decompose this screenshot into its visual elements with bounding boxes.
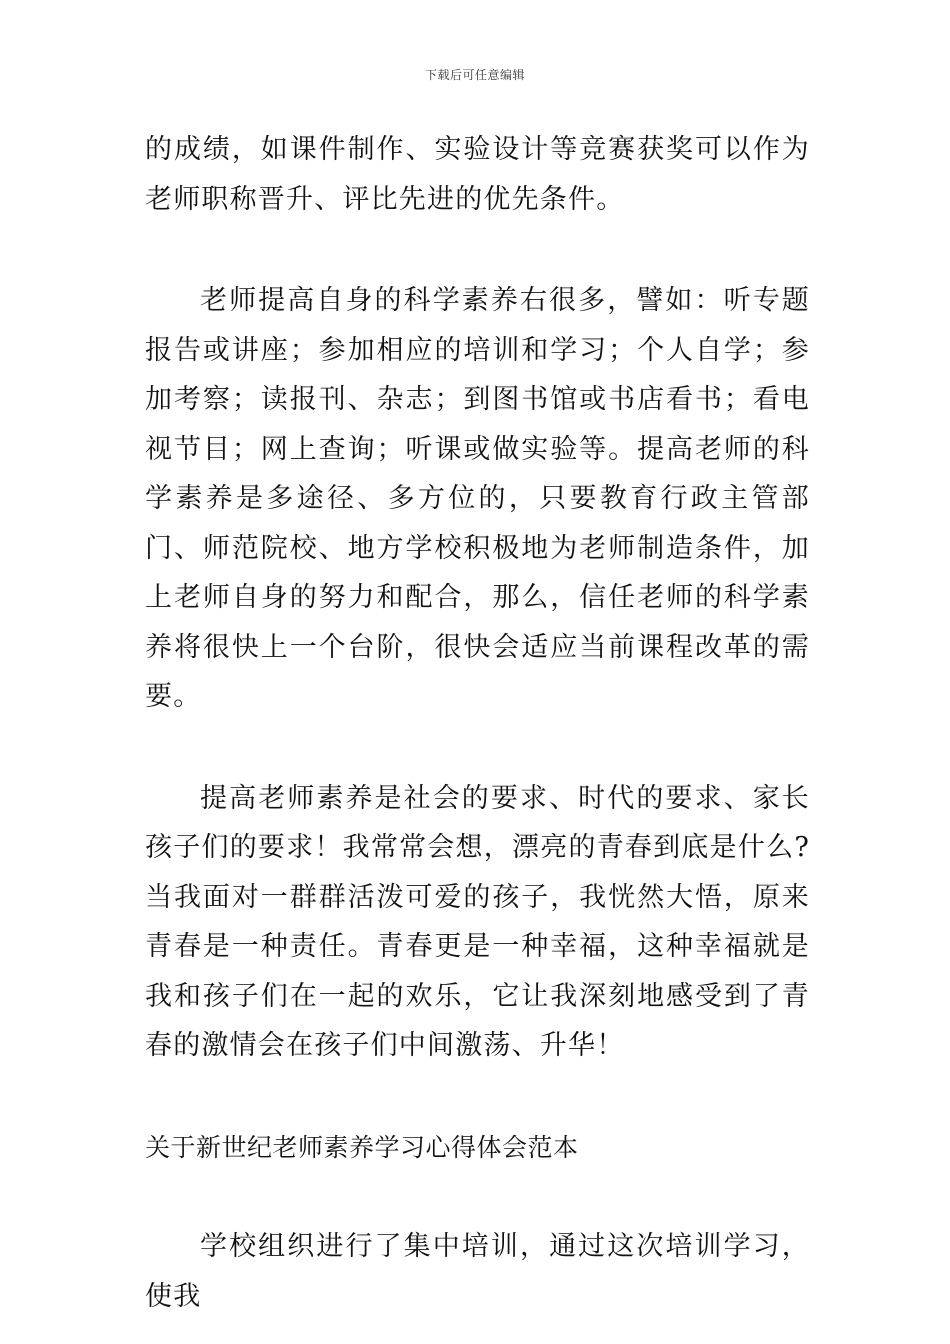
paragraph-teacher-quality: 提高老师素养是社会的要求、时代的要求、家长孩子们的要求！我常常会想，漂亮的青春到底是什么?当我面对一群群活泼可爱的孩子，我恍然大悟，原来青春是一种责任。青春更是一种幸福，这种幸福就是我和孩子们在一起的欢乐，它让我深刻地感受到了青春的激情会在孩子们中间激荡、升华！ [145,782,810,1061]
paragraph-self-improvement: 老师提高自身的科学素养右很多，譬如：听专题报告或讲座；参加相应的培训和学习；个人自学；参加考察；读报刊、杂志；到图书馆或书店看书；看电视节目；网上查询；听课或做实验等。提高老师的科学素养是多途径、多方位的，只要教育行政主管部门、师范院校、地方学校积极地为老师制造条件，加上老师自身的努力和配合，那么，信任老师的科学素养将很快上一个台阶，很快会适应当前课程改革的需要。 [145,285,810,712]
section-title: 关于新世纪老师素养学习心得体会范本 [145,1132,579,1162]
paragraph-continuation: 的成绩，如课件制作、实验设计等竞赛获奖可以作为老师职称晋升、评比先进的优先条件。 [145,134,810,215]
paragraph-closing: 学校组织进行了集中培训，通过这次培训学习，使我 [145,1231,810,1312]
page-header: 下载后可任意编辑 [424,68,525,82]
document-body [145,125,810,1321]
